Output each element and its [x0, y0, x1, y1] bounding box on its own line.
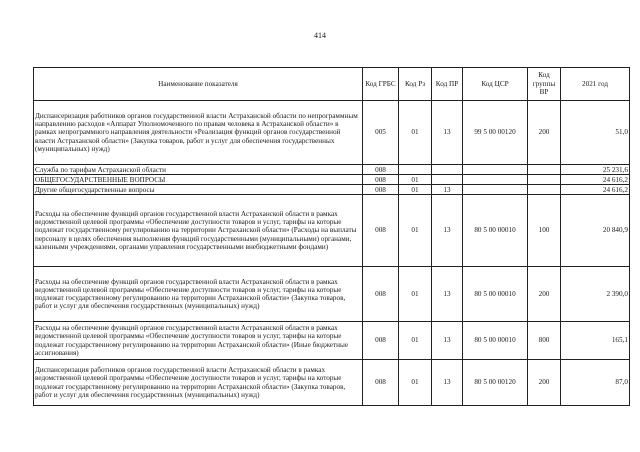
- cell-csr: 80 5 00 00010: [463, 267, 528, 322]
- cell-grbs: 005: [363, 101, 399, 165]
- cell-name: ОБЩЕГОСУДАРСТВЕННЫЕ ВОПРОСЫ: [34, 175, 363, 185]
- cell-rz: 01: [399, 360, 432, 406]
- cell-grbs: 008: [363, 267, 399, 322]
- cell-pr: 13: [432, 267, 463, 322]
- cell-vr: 200: [528, 101, 561, 165]
- cell-vr: [528, 185, 561, 195]
- cell-pr: 13: [432, 185, 463, 195]
- header-year: 2021 год: [561, 68, 630, 101]
- header-csr: Код ЦСР: [463, 68, 528, 101]
- cell-csr: [463, 175, 528, 185]
- cell-csr: [463, 185, 528, 195]
- cell-csr: 99 5 00 00120: [463, 101, 528, 165]
- cell-vr: 800: [528, 322, 561, 360]
- cell-grbs: 008: [363, 185, 399, 195]
- cell-vr: [528, 175, 561, 185]
- cell-amount: 24 616,2: [561, 185, 630, 195]
- cell-pr: [432, 175, 463, 185]
- cell-name: Диспансеризация работников органов государственной власти Астраханской области по непрограммным направлению расходов «Аппарат Уполномоченного по правам человека в Астраханской области» в рамках непрограммного направления деятельности «Реализация функций органов государственной власти Астраханской области» (Закупка товаров, работ и услуг для обеспечения государственных (муниципальных) нужд): [34, 101, 363, 165]
- table-row: [34, 322, 630, 360]
- cell-rz: 01: [399, 195, 432, 267]
- cell-rz: 01: [399, 267, 432, 322]
- cell-rz: 01: [399, 185, 432, 195]
- cell-name: Диспансеризация работников органов государственной власти Астраханской области в рамках ведомственной целевой программы «Обеспечение доступности товаров и услуг, тарифы на которые подлежат государственному регулированию на территории Астраханской области» (Закупка товаров, работ и услуг для обеспечения государственных (муниципальных) нужд): [34, 360, 363, 406]
- cell-grbs: 008: [363, 195, 399, 267]
- header-rz: Код Рз: [399, 68, 432, 101]
- cell-amount: 165,1: [561, 322, 630, 360]
- cell-csr: 80 5 00 00120: [463, 360, 528, 406]
- cell-pr: [432, 165, 463, 175]
- header-row: [34, 68, 630, 101]
- table-row: [34, 175, 630, 185]
- cell-vr: 200: [528, 360, 561, 406]
- cell-name: Расходы на обеспечение функций органов государственной власти Астраханской области в рамках ведомственной целевой программы «Обеспечение доступности товаров и услуг, тарифы на которые подлежат государственному регулированию на территории Астраханской области» (Расходы на выплаты персоналу в целях обеспечения выполнения функций государственными (муниципальными) органами, казенными учреждениями, органами управления государственными внебюджетными фондами): [34, 195, 363, 267]
- cell-rz: 01: [399, 175, 432, 185]
- cell-name: Расходы на обеспечение функций органов государственной власти Астраханской области в рамках ведомственной целевой программы «Обеспечение доступности товаров и услуг, тарифы на которые подлежат государственному регулированию на территории Астраханской области» (Закупка товаров, работ и услуг для обеспечения государственных (муниципальных) нужд): [34, 267, 363, 322]
- cell-rz: 01: [399, 322, 432, 360]
- table-row: [34, 195, 630, 267]
- budget-table: [33, 67, 630, 406]
- cell-pr: 13: [432, 360, 463, 406]
- cell-csr: [463, 165, 528, 175]
- header-pr: Код ПР: [432, 68, 463, 101]
- cell-amount: 2 390,0: [561, 267, 630, 322]
- cell-rz: 01: [399, 101, 432, 165]
- cell-pr: 13: [432, 322, 463, 360]
- cell-amount: 20 840,9: [561, 195, 630, 267]
- cell-csr: 80 5 00 00010: [463, 322, 528, 360]
- cell-vr: [528, 165, 561, 175]
- cell-rz: [399, 165, 432, 175]
- cell-grbs: 008: [363, 165, 399, 175]
- page-number: 414: [314, 31, 326, 40]
- cell-grbs: 008: [363, 322, 399, 360]
- cell-name: Служба по тарифам Астраханской области: [34, 165, 363, 175]
- cell-name: Другие общегосударственные вопросы: [34, 185, 363, 195]
- header-vr: Код группы ВР: [528, 68, 561, 101]
- table-row: [34, 185, 630, 195]
- cell-amount: 24 616,2: [561, 175, 630, 185]
- table-row: [34, 267, 630, 322]
- cell-grbs: 008: [363, 360, 399, 406]
- table-row: [34, 101, 630, 165]
- cell-name: Расходы на обеспечение функций органов государственной власти Астраханской области в рамках ведомственной целевой программы «Обеспечение доступности товаров и услуг, тарифы на которые подлежат государственному регулированию на территории Астраханской области» (Иные бюджетные ассигнования): [34, 322, 363, 360]
- cell-amount: 87,0: [561, 360, 630, 406]
- cell-pr: 13: [432, 101, 463, 165]
- cell-amount: 51,0: [561, 101, 630, 165]
- header-grbs: Код ГРБС: [363, 68, 399, 101]
- cell-pr: 13: [432, 195, 463, 267]
- cell-vr: 100: [528, 195, 561, 267]
- cell-grbs: 008: [363, 175, 399, 185]
- cell-amount: 25 231,6: [561, 165, 630, 175]
- table-row: [34, 360, 630, 406]
- header-name: Наименование показателя: [34, 68, 363, 101]
- table-row: [34, 165, 630, 175]
- cell-vr: 200: [528, 267, 561, 322]
- cell-csr: 80 5 00 00010: [463, 195, 528, 267]
